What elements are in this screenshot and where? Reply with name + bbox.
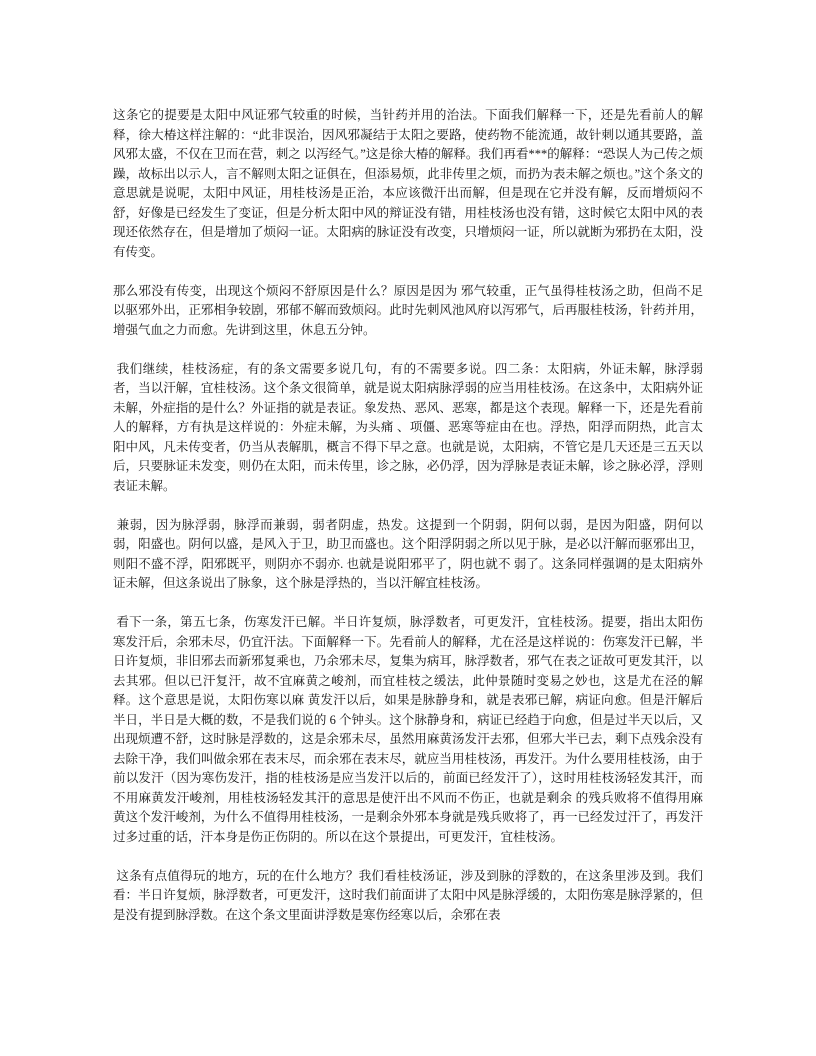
document-page <box>113 106 703 945</box>
paragraph: 兼弱，因为脉浮弱，脉浮而兼弱，弱者阴虚，热发。这提到一个阴弱，阴何以弱，是因为阳盛，阴何以弱，阳盛也。阴何以盛，是风入于卫，助卫而盛也。这个阳浮阴弱之所以见于脉，是必以汗解而驱邪出卫，则阳不盛不浮，阳邪既平，则阴亦不弱亦. 也就是说阳邪平了，阴也就不 弱了。这条同样强调的是太阳病外证未解，但这条说出了脉象，这个脉是浮热的，当以汗解宜桂枝汤。 <box>113 517 703 590</box>
paragraph: 这条有点值得玩的地方，玩的在什么地方？我们看桂枝汤证，涉及到脉的浮数的，在这条里涉及到。我们看：半日许复烦，脉浮数者，可更发汗，这时我们前面讲了太阳中风是脉浮缓的，太阳伤寒是脉浮紧的，但是没有提到脉浮数。在这个条文里面讲浮数是寒伤经寒以后，余邪在表 <box>113 868 703 922</box>
paragraph: 那么邪没有传变，出现这个烦闷不舒原因是什么？原因是因为 邪气较重，正气虽得桂枝汤之助，但尚不足以驱邪外出，正邪相争较剧，邪郁不解而致烦闷。此时先刺风池风府以泻邪气，后再服桂枝汤，针药并用，增强气血之力而愈。先讲到这里，休息五分钟。 <box>113 283 703 337</box>
paragraph: 看下一条，第五七条，伤寒发汗已解。半日许复烦，脉浮数者，可更发汗，宜桂枝汤。提要，指出太阳伤寒发汗后，余邪未尽，仍宜汗法。下面解释一下。先看前人的解释，尤在泾是这样说的：伤寒发汗已解，半日许复烦，非旧邪去而新邪复乘也，乃余邪未尽，复集为病耳，脉浮数者，邪气在表之证故可更发其汗，以去其邪。但以已汗复汗，故不宜麻黄之峻剂，而宜桂枝之缓法，此仲景随时变易之妙也，这是尤在泾的解释。这个意思是说，太阳伤寒以麻 黄发汗以后，如果是脉静身和，就是表邪已解，病证向愈。但是汗解后半日，半日是大概的数，不是我们说的 6 个钟头。这个脉静身和，病证已经趋于向愈，但是过半天以后，又出现烦遭不舒，这时脉是浮数的，这是余邪未尽，虽然用麻黄汤发汗去邪，但邪大半已去，剩下点残余没有去除干净，我们叫做余邪在表末尽，而余邪在表末尽，就应当用桂枝汤，再发汗。为什么要用桂枝汤，由于前以发汗（因为寒伤发汗，指的桂枝汤是应当发汗以后的，前面已经发汗了），这时用桂枝汤轻发其汗，而不用麻黄发汗峻剂，用桂枝汤轻发其汗的意思是使汗出不风而不伤正，也就是剩余 的残兵败将不值得用麻黄这个发汗峻剂，为什么不值得用桂枝汤，一是剩余外邪本身就是残兵败将了，再一已经发过汗了，再发汗过多过重的话，汗本身是伤正伤阴的。所以在这个景提出，可更发汗，宜桂枝汤。 <box>113 615 703 844</box>
paragraph: 这条它的提要是太阳中风证邪气较重的时候，当针药并用的治法。下面我们解释一下，还是先看前人的解释，徐大椿这样注解的：“此非误治，因风邪凝结于太阳之要路，使药物不能流通，故针刺以通其要路，盖风邪太盛，不仅在卫而在营，刺之 以泻经气。”这是徐大椿的解释。我们再看***的解释：“恐误人为己传之烦躁，故标出以示人，言不解则太阳之证俱在，但添易烦，此非传里之烦，而扔为表未解之烦也。”这个条文的意思就是说呢，太阳中风证，用桂枝汤是正治，本应该微汗出而解，但是现在它并没有解，反而增烦闷不舒，好像是已经发生了变证，但是分析太阳中风的辩证没有错，用桂枝汤也没有错，这时候它太阳中风的表现还依然存在，但是增加了烦闷一证。太阳病的脉证没有改变，只增烦闷一证，所以就断为邪扔在太阳，没有传变。 <box>113 108 703 259</box>
paragraph: 我们继续，桂枝汤症，有的条文需要多说几句，有的不需要多说。四二条：太阳病，外证未解，脉浮弱者，当以汗解，宜桂枝汤。这个条文很简单，就是说太阳病脉浮弱的应当用桂枝汤。在这条中，太阳病外证未解，外症指的是什么？外证指的就是表证。象发热、恶风、恶寒，都是这个表现。解释一下，还是先看前人的解释，方有执是这样说的：外症未解，为头痛 、项僵、恶寒等症由在也。浮热，阳浮而阴热，此言太阳中风，凡未传变者，仍当从表解肌，概言不得下早之意。也就是说，太阳病，不管它是几天还是三五天以后，只要脉证未发变，则仍在太阳，而未传里，诊之脉，必仍浮，因为浮脉是表证未解，诊之脉必浮，浮则表证未解。 <box>113 361 703 493</box>
